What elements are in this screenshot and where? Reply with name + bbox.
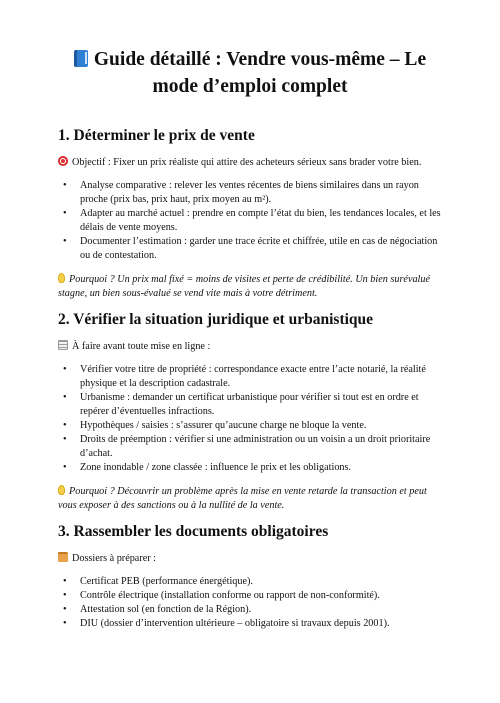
document-page	[0, 46, 500, 703]
section-3-list	[58, 575, 442, 631]
list-item: • Vérifier votre titre de propriété : correspondance exacte entre l’acte notarié, la réalité physique et la description cadastrale.	[80, 363, 442, 391]
section-2-list	[58, 363, 442, 475]
list-item: • Documenter l’estimation : garder une trace écrite et chiffrée, utile en cas de négociation ou de contestation.	[80, 235, 442, 263]
list-item: • Attestation sol (en fonction de la Région).	[80, 603, 442, 617]
section-1-note	[58, 273, 442, 301]
list-item: • Droits de préemption : vérifier si une administration ou un voisin a un droit prioritaire d’achat.	[80, 433, 442, 461]
list-item: • Analyse comparative : relever les ventes récentes de biens similaires dans un rayon proche (prix bas, prix haut, prix moyen au m²).	[80, 179, 442, 207]
section-2-lead-text: À faire avant toute mise en ligne :	[72, 341, 211, 352]
list-item: • Contrôle électrique (installation conforme ou rapport de non-conformité).	[80, 589, 442, 603]
bulb-icon	[58, 485, 65, 495]
list-item: • Hypothèques / saisies : s’assurer qu’aucune charge ne bloque la vente.	[80, 419, 442, 433]
section-2-note-text: Pourquoi ? Découvrir un problème après la mise en vente retarde la transaction et peut vous exposer à des sanctions ou à la nullité de la vente.	[58, 486, 427, 511]
list-item: • Adapter au marché actuel : prendre en compte l’état du bien, les tendances locales, et les délais de vente moyens.	[80, 207, 442, 235]
list-item: • Zone inondable / zone classée : influence le prix et les obligations.	[80, 461, 442, 475]
document-title	[58, 46, 442, 100]
document-title-text: Guide détaillé : Vendre vous-même – Le mode d’emploi complet	[93, 49, 427, 97]
section-1-list	[58, 179, 442, 263]
bulb-icon	[58, 273, 65, 283]
book-icon	[74, 50, 88, 67]
folder-icon	[58, 552, 68, 562]
section-1-heading: 1. Déterminer le prix de vente	[58, 127, 255, 144]
section-3-lead	[58, 552, 442, 566]
list-item: • DIU (dossier d’intervention ultérieure – obligatoire si travaux depuis 2001).	[80, 617, 442, 631]
section-1-lead	[58, 156, 442, 170]
section-3-lead-text: Dossiers à préparer :	[72, 553, 157, 564]
section-3-heading: 3. Rassembler les documents obligatoires	[58, 523, 329, 540]
target-icon	[58, 156, 68, 166]
section-2-heading: 2. Vérifier la situation juridique et urbanistique	[58, 311, 374, 328]
section-1-note-text: Pourquoi ? Un prix mal fixé = moins de visites et perte de crédibilité. Un bien surévalué stagne, un bien sous-évalué se vend vite mais à votre détriment.	[58, 274, 431, 299]
section-2-note	[58, 485, 442, 513]
list-item: • Urbanisme : demander un certificat urbanistique pour vérifier si tout est en ordre et repérer d’éventuelles infractions.	[80, 391, 442, 419]
list-item: • Certificat PEB (performance énergétique).	[80, 575, 442, 589]
section-1-lead-text: Objectif : Fixer un prix réaliste qui attire des acheteurs sérieux sans brader votre bien.	[72, 157, 422, 168]
memo-icon	[58, 340, 68, 350]
section-2-lead	[58, 340, 442, 354]
